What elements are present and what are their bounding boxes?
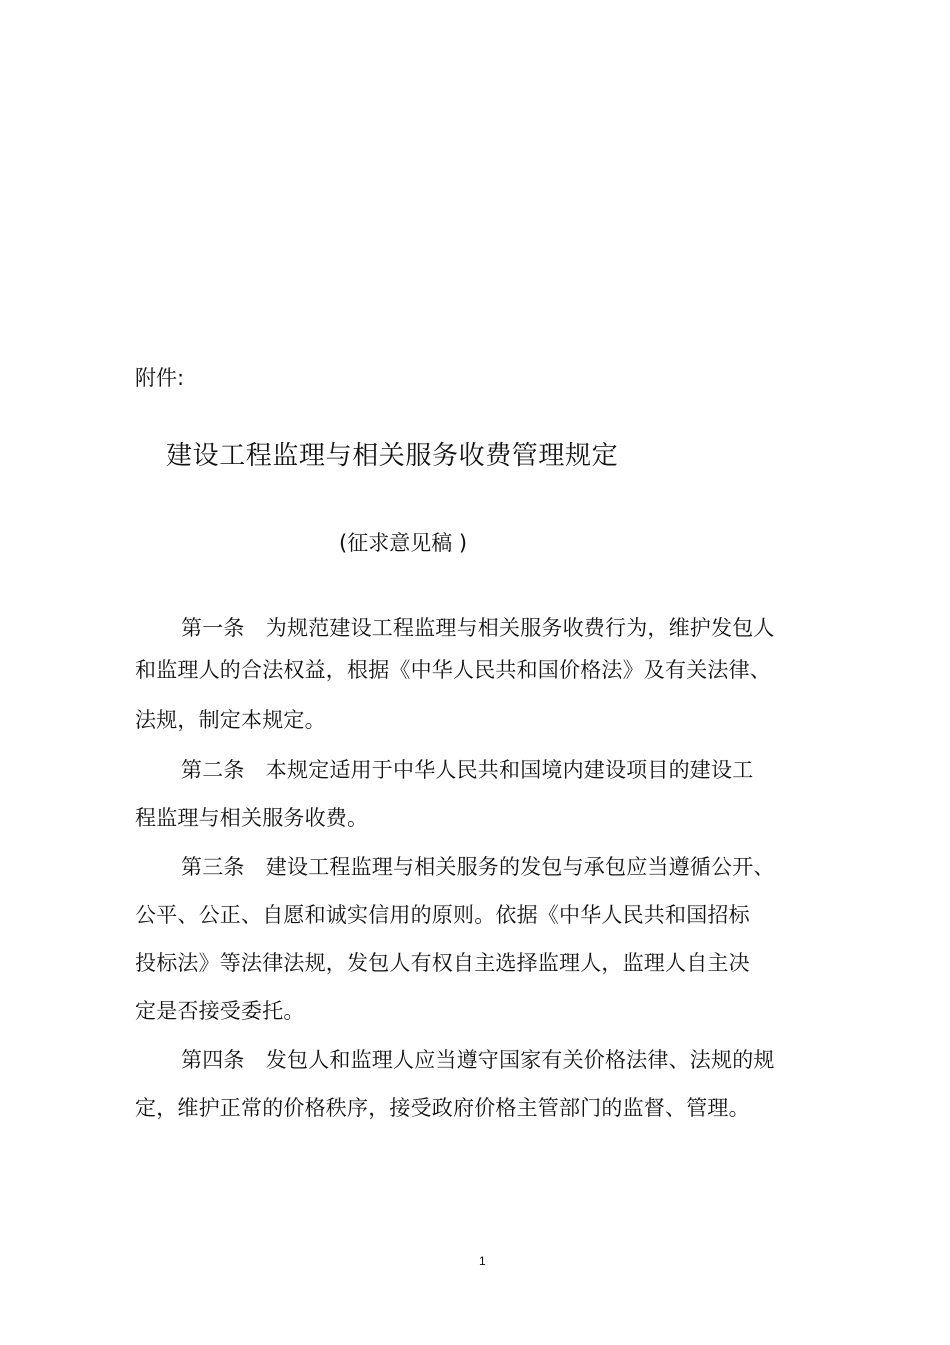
page-number: 1 xyxy=(479,1254,486,1268)
document-subtitle: (征求意见稿 ) xyxy=(339,531,468,555)
article-1-line-2: 和监理人的合法权益，根据《中华人民共和国价格法》及有关法律、 xyxy=(135,658,771,682)
article-2-line-2: 程监理与相关服务收费。 xyxy=(135,806,369,830)
article-1-line-1: 第一条 为规范建设工程监理与相关服务收费行为，维护发包人 xyxy=(181,616,775,640)
article-4-line-1: 第四条 发包人和监理人应当遵守国家有关价格法律、法规的规 xyxy=(181,1048,775,1072)
article-2-line-1: 第二条 本规定适用于中华人民共和国境内建设项目的建设工 xyxy=(181,758,754,782)
document-title: 建设工程监理与相关服务收费管理规定 xyxy=(166,441,619,471)
article-3-line-1: 第三条 建设工程监理与相关服务的发包与承包应当遵循公开、 xyxy=(181,855,775,879)
article-4-line-2: 定，维护正常的价格秩序，接受政府价格主管部门的监督、管理。 xyxy=(135,1096,750,1120)
article-3-line-2: 公平、公正、自愿和诚实信用的原则。依据《中华人民共和国招标 xyxy=(135,903,750,927)
attachment-label: 附件: xyxy=(135,366,185,390)
article-3-line-3: 投标法》等法律法规，发包人有权自主选择监理人，监理人自主决 xyxy=(135,951,750,975)
article-3-line-4: 定是否接受委托。 xyxy=(135,999,305,1023)
article-1-line-3: 法规，制定本规定。 xyxy=(135,708,326,732)
